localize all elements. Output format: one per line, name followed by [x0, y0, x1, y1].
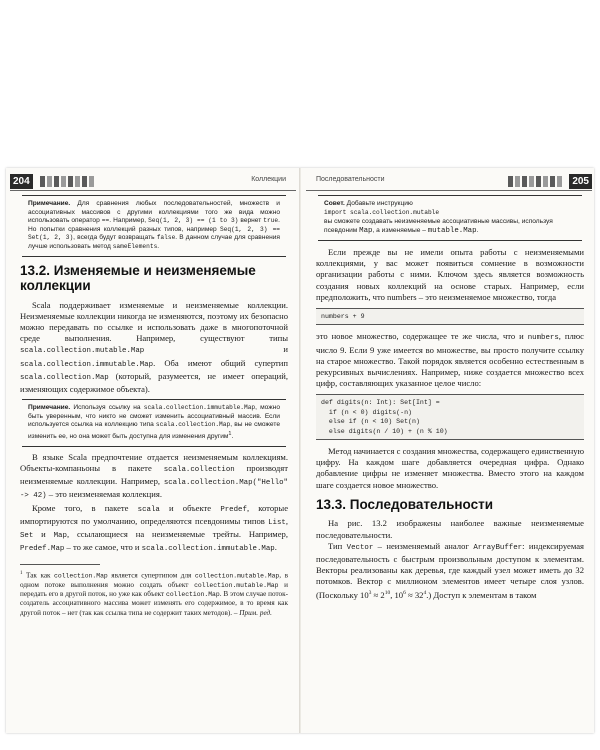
text: Кроме того, в пакете — [32, 502, 138, 513]
text: , плюс число 9. Если 9 уже имеется во множестве, вы просто получите ссылку на старое множество. Такой порядок является особенно естественным в рекурсивных вычислениях. Например, ниже создается множество всех цифр, составляющих указанное целое число: — [316, 331, 584, 389]
text: : индексируемая последовательность с быстрым произвольным доступом к элементам. Векторы реализованы как деревья, где каждый узел может иметь до 32 потомков. Вектор с миллионом элементов имеет четыре слоя узлов. (Поскольку 10 — [316, 540, 584, 600]
inline-code: Vector — [346, 543, 374, 552]
text: Так как — [22, 571, 55, 580]
text: является супертипом для — [107, 571, 195, 580]
section-heading-13-2: 13.2. Изменяемые и неизменяемые коллекции — [20, 262, 256, 294]
inline-code: List — [268, 518, 286, 527]
note-code: sameElements — [112, 242, 158, 250]
text: , которые импортируются по умолчанию, определяются псевдонимы типов — [20, 502, 289, 526]
footnote-ref: 1 — [228, 430, 232, 437]
inline-code: numbers — [527, 334, 559, 343]
inline-code: collection.Map — [166, 591, 220, 599]
inline-code: scala.collection.Map — [20, 373, 109, 382]
text: , ссылающиеся на неизменяемые трейты. Например, — [66, 528, 288, 539]
note-text: . В данном случае для сравнения лучше использовать метод — [28, 234, 281, 250]
header-rule-right — [306, 190, 592, 191]
superscript: 4 — [423, 589, 427, 596]
note-text: . — [231, 433, 234, 441]
inline-code: scala.collection.immutable.Map — [141, 545, 275, 554]
note-code: Seq(1, 2, 3) == (1 to 3) — [148, 217, 239, 225]
text: ≈ 32 — [405, 589, 424, 600]
text: , — [285, 515, 288, 526]
running-head-right: Последовательности — [316, 176, 385, 183]
header-stripes-left — [40, 176, 94, 187]
paragraph-figure-ref: На рис. 13.2 изображены наиболее важные неизменяемые последовательности. — [316, 518, 584, 540]
header-rule-left — [10, 190, 296, 191]
note-code: scala.collection.Map — [155, 421, 231, 429]
section-heading-13-3: 13.3. Последовательности — [316, 496, 494, 512]
paragraph-new-collections: Если прежде вы не имели опыта работы с неизменяемыми коллекциями, у вас может появиться сомнение в возможности организации работы с ними. Ключом здесь является возможность создания новых коллекций на основе старых. Например, если предположить, что numbers – это неизменяемое множество, тогда — [316, 247, 584, 302]
text: это новое множество, содержащее те же числа, что и — [316, 331, 528, 342]
inline-code: collection.Map — [54, 572, 108, 580]
text: и передать его в другой поток, но уже как объект — [20, 580, 288, 599]
text: Scala поддерживает изменяемые и неизменяемые коллекции. Неизменяемые коллекции никогда не изменяются, поэтому их безопасно можно передавать по ссылке и использовать даже в многопоточной среде выполнения. Например, существуют типы — [20, 299, 288, 344]
inline-code: collection.mutable.Map — [194, 581, 279, 589]
note-code: Seq(1, 2, 3) == Set(1, 2, 3) — [28, 225, 280, 242]
inline-code: scala — [137, 505, 160, 514]
tip-code: import scala.collection.mutable — [324, 209, 440, 216]
inline-code: Predef — [220, 505, 247, 514]
inline-code: ArrayBuffer — [473, 543, 523, 552]
note-text: , вы не сможете изменить ее, но она может быть доступна для изменения другим — [28, 421, 280, 441]
text: . Оба имеют общий супертип — [153, 357, 288, 368]
note-text: , всегда будут возвращать — [73, 234, 157, 242]
footnote-mark: 1 — [20, 571, 23, 577]
text: – то же самое, что и — [64, 542, 142, 553]
note-text: Используя ссылку на — [70, 404, 144, 412]
text: . — [274, 542, 277, 553]
footnote-rule — [20, 564, 100, 565]
note-label: Примечание. — [28, 404, 71, 412]
inline-code: Map — [53, 531, 67, 540]
note-equality — [22, 195, 286, 257]
tip-body — [324, 217, 576, 236]
tip-title — [324, 199, 576, 208]
note-immutable-ref — [22, 399, 286, 447]
note-code: scala.collection.immutable.Map — [143, 404, 256, 412]
text: и — [144, 344, 288, 355]
inline-code: collection.mutable.Map — [194, 572, 280, 580]
page-number-right: 205 — [569, 174, 592, 189]
right-page — [306, 168, 592, 733]
code-numbers-plus: numbers + 9 — [316, 308, 584, 325]
text: В языке Scala предпочтение отдается неизменяемым коллекциям. Объекты-компаньоны в пакете — [20, 451, 288, 473]
note-text: Для сравнения любых последовательностей, множеств и ассоциативных массивов с другими коллекциями того же вида можно использовать оператор — [28, 200, 280, 225]
text: , в одном потоке выполнения можно создать объект — [20, 571, 288, 589]
text: . В этом случае поток-создатель ассоциативного массива может изменять его содержимое, в то время как другой поток – нет (так как ссылка типа не содержит таких методов). – — [20, 590, 288, 617]
note-code: false — [156, 234, 176, 242]
footnote-1 — [20, 569, 288, 617]
tip-inline-code: Map — [359, 227, 373, 235]
paragraph-preference — [20, 452, 288, 503]
inline-code: scala.collection.immutable.Map — [20, 360, 154, 369]
inline-code: scala.collection — [163, 465, 235, 474]
text: ≈ 2 — [371, 589, 385, 600]
page-number-left: 204 — [10, 174, 33, 189]
text: , 10 — [390, 589, 404, 600]
text: производят неизменяемые коллекции. Например, — [20, 462, 288, 487]
inline-code: scala.collection.Map("Hello" -> 42) — [20, 479, 288, 501]
note-text: . Например, — [109, 217, 149, 225]
book-gutter — [299, 168, 301, 733]
tip-text: . — [476, 227, 479, 234]
text: – неизменяемый аналог — [373, 540, 474, 551]
note-text: вернет — [238, 217, 264, 225]
code-digits: def digits(n: Int): Set[Int] = if (n < 0) digits(-n) else if (n < 10) Set(n) else digits(n / 10) + (n % 10) — [316, 394, 584, 440]
paragraph-mutable-immutable — [20, 300, 288, 396]
paragraph-predef — [20, 503, 288, 556]
note-text: , можно быть уверенным, что никто не сможет изменить ассоциативный массив. Если используется ссылка на коллекцию типа — [28, 404, 280, 429]
paragraph-method: Метод начинается с создания множества, содержащего единственную цифру. На каждом шаге добавляется очередная цифра. Однако добавление цифры не изменяет множества. Вместо этого на каждом шаге создается новое множество. — [316, 446, 584, 490]
tip-import — [318, 195, 582, 241]
editor-note: Прим. ред. — [239, 608, 272, 617]
header-stripes-right — [508, 176, 562, 187]
inline-code: Predef.Map — [20, 545, 65, 554]
running-head-left: Коллекции — [251, 176, 286, 183]
book-spread — [6, 168, 594, 733]
superscript: 6 — [403, 589, 406, 596]
tip-text: Добавьте инструкцию — [344, 200, 413, 207]
note-code: true — [263, 217, 279, 225]
superscript: 3 — [368, 589, 372, 596]
superscript: 10 — [384, 589, 391, 596]
note-label: Примечание. — [28, 200, 71, 207]
text: и объекте — [159, 502, 221, 513]
paragraph-vector — [316, 541, 584, 601]
tip-text: , а изменяемые – — [372, 227, 428, 234]
text: Тип — [328, 540, 347, 551]
paragraph-new-set — [316, 331, 584, 389]
inline-code: Set — [20, 531, 34, 540]
left-page-header — [10, 174, 296, 190]
tip-inline-code: mutable.Map — [427, 227, 477, 235]
tip-text: вы сможете создавать неизменяемые ассоциативные массивы, используя псевдоним — [324, 218, 553, 234]
note-code: == — [101, 217, 110, 225]
tip-label: Совет. — [324, 200, 345, 207]
note-text: . — [157, 242, 160, 250]
note-text: . Но попытки сравнения коллекций разных типов, например — [28, 217, 280, 233]
left-page — [10, 168, 296, 733]
text: (который, разумеется, не имеет операций, изменяющих содержимое объекта). — [20, 370, 288, 394]
text: и — [33, 528, 54, 539]
inline-code: scala.collection.mutable.Map — [20, 347, 145, 356]
right-page-header — [306, 174, 592, 190]
text: .) Доступ к элементам в таком — [426, 589, 537, 600]
text: – это неизменяемая коллекция. — [46, 489, 162, 500]
